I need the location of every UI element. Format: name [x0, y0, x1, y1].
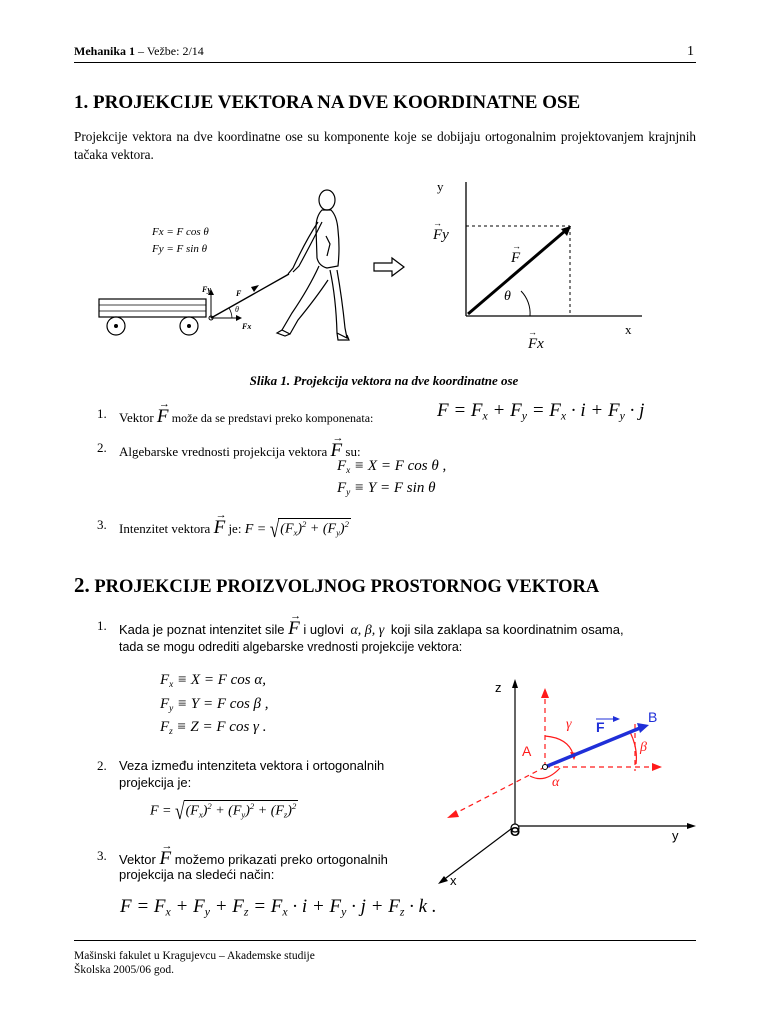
item-text: Algebarske vrednosti projekcija vektora [119, 444, 328, 459]
item-text: koji sila zaklapa sa koordinatnim osama, [390, 622, 624, 637]
axis-y-label: y [437, 179, 444, 194]
s1-item-3 [97, 509, 697, 543]
vector-f-label: F [596, 719, 605, 735]
item-text-after: je: [228, 521, 242, 536]
origin-label: O [510, 824, 521, 839]
item-text-after: su: [345, 444, 361, 459]
theta-label: θ [504, 289, 511, 304]
section2-number: 2. [74, 573, 90, 597]
point-b-label: B [648, 709, 658, 725]
beta-label: β [640, 740, 647, 755]
item-text: Kada je poznat intenzitet sile [119, 622, 285, 637]
item-text: Intenzitet vektora [119, 521, 211, 536]
item-text-line2: projekcija je: [119, 775, 192, 790]
theta-label-small: θ [235, 305, 239, 314]
eq-fy-beta: $F_y \equiv Y = F$ cos β , [160, 696, 269, 714]
svg-text:→: → [433, 218, 442, 228]
alpha-label: α [552, 775, 560, 790]
page-footer [74, 940, 696, 977]
item-number: 1. [97, 618, 107, 633]
point-a-label: A [522, 743, 532, 759]
wagon-handle [211, 274, 289, 318]
eq-fz-gamma: $F_z \equiv Z = F$ cos γ . [160, 719, 267, 737]
eq-intensity-3d: $F = √(F_x)^2 + (F_y)^2 + (F_z)^2$ [150, 796, 297, 824]
s2-item-3 [97, 840, 437, 884]
footer-school-year: Školska 2005/06 god. [74, 964, 174, 976]
eq-vector-components: $F = F_x + F_y = F_x \cdot i + F_y \cdot j$ [437, 400, 645, 423]
angle-symbols: α, β, γ [350, 623, 385, 638]
wagon-body [99, 299, 206, 317]
figure1-caption: Slika 1. Projekcija vektora na dve koordinatne ose [249, 373, 519, 388]
implies-arrow-icon [372, 256, 406, 278]
session-label: Vežbe: 2/14 [146, 44, 204, 58]
fx-label-small: Fx [242, 322, 252, 331]
fx-label: Fx [528, 336, 544, 352]
section1-intro: Projekcije vektora na dve koordinatne ose su komponente koje se dobijaju ortogonalnim projektovanjem krajnjnih tačaka vektora. [74, 129, 696, 162]
item-number: 2. [97, 758, 107, 773]
spatial-vector-diagram [430, 676, 700, 892]
f-label: F [511, 250, 521, 266]
item-text: Vektor [119, 852, 156, 867]
course-name: Mehanika 1 [74, 44, 136, 58]
item-text: Veza između intenziteta vektora i ortogonalnih [119, 758, 385, 773]
svg-text:→: → [528, 327, 537, 337]
axis-x-3d-label: x [450, 873, 457, 888]
vector-f-symbol: F → [213, 509, 227, 538]
eq-fx-cos: $F_x \equiv X = F$ cos θ , [337, 458, 447, 476]
footer-institution: Mašinski fakulet u Kragujevcu – Akademske studije [74, 950, 315, 962]
item-text-line2: tada se mogu odrediti algebarske vrednosti projekcije vektora: [119, 640, 463, 654]
item-number: 1. [97, 406, 107, 421]
vector-f-symbol: F → [288, 610, 302, 639]
eq-intensity-2d: $F = √(F_x)^2 + (F_y)^2$ [244, 515, 349, 543]
section1-title: 1. PROJEKCIJE VEKTORA NA DVE KOORDINATNE OSE [74, 92, 581, 113]
man-figure [277, 190, 349, 340]
page-number: 1 [687, 44, 694, 59]
fy-label-small: Fy [202, 285, 211, 294]
header-rule [74, 62, 696, 63]
vector-ab-line [545, 728, 640, 767]
eq-fy-text: Fy = F sin θ [152, 243, 207, 255]
item-text: i uglovi [303, 622, 344, 637]
eq-fx-text: Fx = F cos θ [152, 226, 209, 238]
item-text: možemo prikazati preko ortogonalnih [174, 852, 388, 867]
gamma-label: γ [566, 717, 572, 732]
s2-item-2 [97, 758, 427, 794]
fy-label: Fy [433, 227, 449, 243]
header-separator: – [135, 44, 147, 58]
item-number: 3. [97, 517, 107, 532]
eq-vector-3d: $F = F_x + F_y + F_z = F_x \cdot i + F_y \cdot j + F_z \cdot k$ . [120, 896, 437, 919]
f-label-small: F [236, 289, 242, 298]
vector-components-diagram [420, 176, 650, 354]
section2-title [74, 573, 599, 598]
eq-fx-alpha: $F_x \equiv X = F$ cos α, [160, 672, 267, 690]
eq-fy-sin: $F_y \equiv Y = F$ sin θ [337, 480, 436, 498]
item-text-after: može da se predstavi preko komponenata: [171, 411, 374, 425]
header-title [74, 44, 204, 59]
s2-item-1 [97, 610, 707, 658]
page-header [74, 40, 696, 64]
item-number: 2. [97, 440, 107, 455]
vector-f-symbol: F → [159, 840, 173, 869]
footer-rule [74, 940, 696, 941]
vector-f-symbol: F → [156, 398, 170, 427]
axis-y-3d-label: y [672, 828, 679, 843]
item-text: Vektor [119, 410, 154, 425]
axis-z-label: z [495, 680, 502, 695]
vector-f-symbol: F → [330, 432, 344, 461]
svg-text:→: → [512, 241, 521, 251]
s1-item-1 [97, 398, 697, 428]
item-text-line2: projekcija na sledeći način: [119, 867, 275, 882]
section2-title-text: PROJEKCIJE PROIZVOLJNOG PROSTORNOG VEKTORA [89, 577, 600, 597]
axis-x-label: x [625, 322, 632, 337]
s1-item-2 [97, 432, 697, 461]
item-number: 3. [97, 848, 107, 863]
